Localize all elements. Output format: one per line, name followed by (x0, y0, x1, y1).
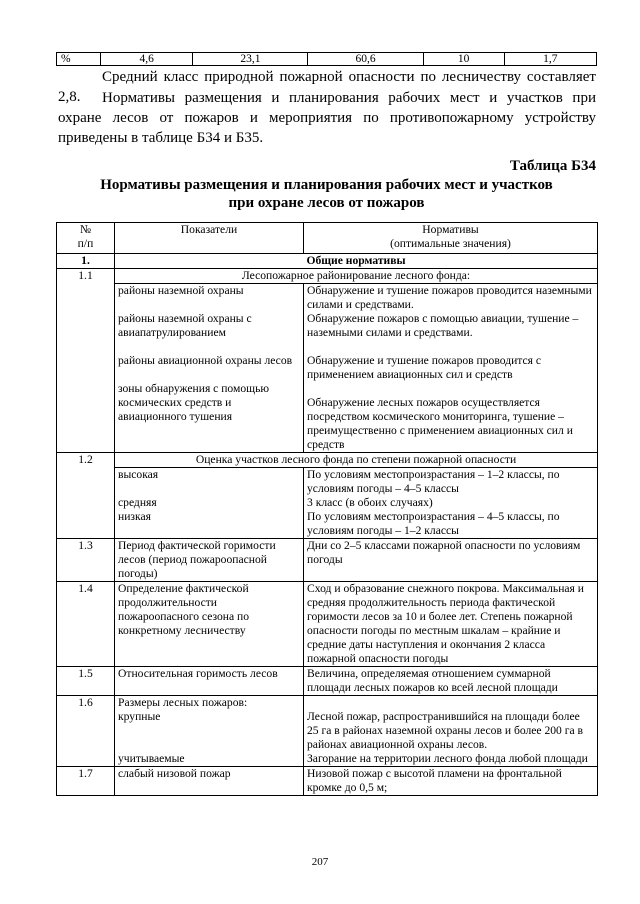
row-number: 1.7 (57, 767, 115, 796)
indicator-item: низкая (118, 510, 151, 523)
header-norms-line-2: (оптимальные значения) (390, 237, 511, 250)
page-number: 207 (311, 856, 329, 868)
table-row (57, 582, 598, 667)
paragraph-average-class: Средний класс природной пожарной опасности по лесничеству составляет 2,8. (58, 69, 596, 105)
norm-item: По условиям местопроизрастания – 1–2 классы, по условиям погоды – 4–5 классы (307, 468, 560, 495)
header-indicators: Показатели (115, 223, 304, 254)
norm-cell: Сход и образование снежного покрова. Максимальная и средняя продолжительность периода фактической горимости лесов за 10 и более лет. Степень пожарной опасности погоды по местным шкалам – крайние и средние даты наступления и окончания 2 класса пожарной опасности погоды (304, 582, 598, 667)
table-row (57, 767, 598, 796)
indicator-cell (115, 696, 304, 767)
section-number: 1. (57, 254, 115, 269)
indicator-item: районы наземной охраны (118, 284, 244, 297)
row-title: Лесопожарное районирование лесного фонда: (115, 269, 598, 284)
row-number: 1.5 (57, 667, 115, 696)
table-row (57, 667, 598, 696)
table-cell: 60,6 (308, 53, 423, 66)
table-title-line-1: Нормативы размещения и планирования рабочих мест и участков (100, 177, 553, 193)
norm-cell: Величина, определяемая отношением суммарной площади лесных пожаров ко всей лесной площади (304, 667, 598, 696)
row-number: 1.1 (57, 269, 115, 453)
row-title: Оценка участков лесного фонда по степени пожарной опасности (115, 453, 598, 468)
indicator-item: районы авиационной охраны лесов (118, 354, 293, 367)
table-label: Таблица Б34 (509, 158, 596, 174)
table-cell: % (57, 53, 101, 66)
indicator-cell (115, 284, 304, 453)
indicator-item: крупные (118, 710, 161, 723)
table-cell: 10 (423, 53, 504, 66)
norm-item: Обнаружение и тушение пожаров проводится с применением авиационных сил и средств (307, 354, 542, 381)
norm-item: По условиям местопроизрастания – 4–5 классы, по условиям погоды – 1–2 классы (307, 510, 560, 537)
norm-cell (304, 468, 598, 539)
table-row (57, 468, 598, 539)
indicator-cell: Определение фактической продолжительности пожароопасного сезона по конкретному лесничеству (115, 582, 304, 667)
norm-item: Обнаружение и тушение пожаров проводится наземными силами и средствами. (307, 284, 592, 311)
table-title-line-2: при охране лесов от пожаров (228, 195, 425, 211)
table-header-row (57, 223, 598, 254)
indicator-item: средняя (118, 496, 157, 509)
table-cell: 1,7 (504, 53, 596, 66)
table-row (57, 284, 598, 453)
table-cell: 4,6 (101, 53, 193, 66)
section-row (57, 254, 598, 269)
table-row (57, 696, 598, 767)
norm-item: Загорание на территории лесного фонда любой площади (307, 752, 588, 765)
row-number: 1.4 (57, 582, 115, 667)
norm-cell: Дни со 2–5 классами пожарной опасности по условиям погоды (304, 539, 598, 582)
table-row (57, 539, 598, 582)
header-number-line-1: № (79, 223, 92, 236)
norm-cell: Низовой пожар с высотой пламени на фронтальной кромке до 0,5 м; (304, 767, 598, 796)
norm-item: Обнаружение лесных пожаров осуществляется посредством космического мониторинга, тушение – преимущественно с применением авиационных сил и средств (307, 396, 573, 451)
indicator-cell: слабый низовой пожар (115, 767, 304, 796)
indicator-item: высокая (118, 468, 159, 481)
header-number (57, 223, 115, 254)
row-number: 1.6 (57, 696, 115, 767)
top-table (56, 52, 597, 66)
row-number: 1.2 (57, 453, 115, 539)
paragraph-norms-intro: Нормативы размещения и планирования рабочих мест и участков при охране лесов от пожаров и мероприятия по противопожарному устройству приведены в таблице Б34 и Б35. (58, 90, 596, 146)
header-number-line-2: п/п (77, 237, 94, 250)
indicator-item: Размеры лесных пожаров: (118, 696, 248, 709)
norms-table (56, 222, 598, 796)
norm-cell (304, 284, 598, 453)
table-row (57, 53, 597, 66)
table-row (57, 453, 598, 468)
indicator-cell (115, 468, 304, 539)
indicator-cell: Период фактической горимости лесов (период пожароопасной погоды) (115, 539, 304, 582)
header-norms-line-1: Нормативы (422, 223, 479, 236)
section-title: Общие нормативы (115, 254, 598, 269)
norm-cell (304, 696, 598, 767)
norm-item: 3 класс (в обоих случаях) (307, 496, 433, 509)
row-number: 1.3 (57, 539, 115, 582)
indicator-cell: Относительная горимость лесов (115, 667, 304, 696)
indicator-item: учитываемые (118, 752, 185, 765)
table-row (57, 269, 598, 284)
norm-item: Лесной пожар, распространившийся на площади более 25 га в районах наземной охраны лесов и более 200 га в районах авиационной охраны лесов. (307, 710, 584, 751)
indicator-item: районы наземной охраны с авиапатрулированием (118, 312, 252, 339)
table-title (56, 176, 597, 212)
header-norms (304, 223, 598, 254)
indicator-item: зоны обнаружения с помощью космических средств и авиационного тушения (118, 382, 270, 423)
table-cell: 23,1 (193, 53, 308, 66)
norm-item: Обнаружение пожаров с помощью авиации, тушение – наземными силами и средствами. (307, 312, 579, 339)
